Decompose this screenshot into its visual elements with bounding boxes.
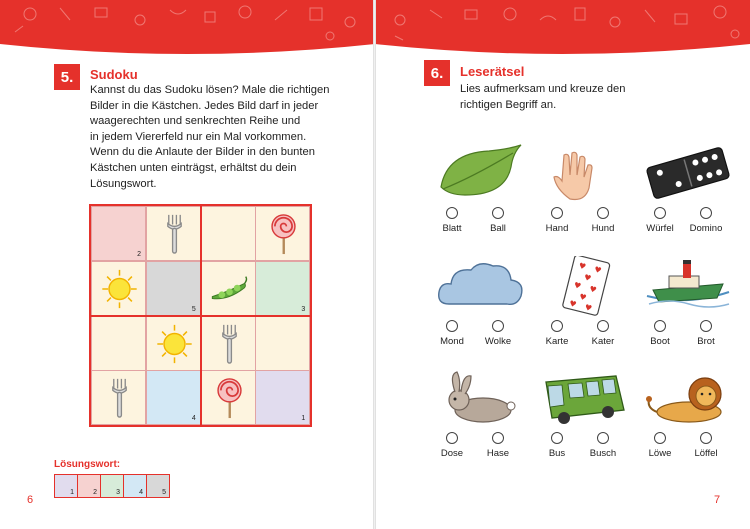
header-banner xyxy=(375,0,750,60)
solution-box-number: 4 xyxy=(139,489,143,496)
solution-box-number: 1 xyxy=(70,489,74,496)
header-banner xyxy=(0,0,375,60)
sudoku-cell[interactable] xyxy=(91,261,146,316)
solution-box[interactable] xyxy=(123,474,147,498)
answer-word: Kater xyxy=(591,336,615,347)
sudoku-cell[interactable] xyxy=(255,206,310,261)
answer-checkbox[interactable] xyxy=(700,207,712,219)
sudoku-cell[interactable] xyxy=(201,316,256,371)
svg-text:♥: ♥ xyxy=(568,298,578,310)
answer-option[interactable] xyxy=(532,207,582,234)
answer-option[interactable] xyxy=(427,320,477,347)
answer-checkbox[interactable] xyxy=(654,207,666,219)
answer-word: Mond xyxy=(440,336,464,347)
boat-icon xyxy=(643,256,733,316)
answer-word: Ball xyxy=(490,223,506,234)
lollipop-icon xyxy=(264,213,303,255)
answer-option[interactable] xyxy=(635,320,685,347)
page-number: 7 xyxy=(714,494,721,506)
answer-checkbox[interactable] xyxy=(551,207,563,219)
quiz-item xyxy=(638,368,748,478)
answer-option[interactable] xyxy=(635,432,685,459)
answer-checkbox[interactable] xyxy=(446,207,458,219)
answer-option[interactable] xyxy=(532,432,582,459)
answer-word: Löwe xyxy=(648,448,672,459)
sudoku-divider-horizontal xyxy=(91,315,310,317)
sudoku-cell[interactable] xyxy=(146,261,201,316)
answer-checkbox[interactable] xyxy=(551,320,563,332)
sudoku-cell[interactable] xyxy=(255,370,310,425)
quiz-item xyxy=(535,368,645,478)
page-number: 6 xyxy=(27,494,34,506)
answer-word: Hund xyxy=(591,223,615,234)
answer-option[interactable] xyxy=(635,207,685,234)
sudoku-grid xyxy=(89,204,312,427)
sudoku-cell[interactable] xyxy=(91,316,146,371)
answer-checkbox[interactable] xyxy=(492,320,504,332)
answer-word: Bus xyxy=(548,448,566,459)
solution-box[interactable] xyxy=(77,474,101,498)
answer-option[interactable] xyxy=(427,207,477,234)
sudoku-cell[interactable] xyxy=(255,261,310,316)
quiz-item xyxy=(638,256,748,366)
svg-text:♥: ♥ xyxy=(572,280,583,291)
exercise-number: 5. xyxy=(54,64,80,90)
answer-checkbox[interactable] xyxy=(446,432,458,444)
solution-label: Lösungswort: xyxy=(54,459,121,470)
hare-icon xyxy=(435,368,525,428)
answer-option[interactable] xyxy=(578,207,628,234)
answer-option[interactable] xyxy=(681,320,731,347)
sudoku-cell[interactable] xyxy=(201,261,256,316)
answer-option[interactable] xyxy=(681,207,731,234)
answer-option[interactable] xyxy=(578,432,628,459)
sudoku-cell[interactable] xyxy=(146,206,201,261)
answer-checkbox[interactable] xyxy=(700,432,712,444)
solution-box[interactable] xyxy=(100,474,124,498)
sudoku-cell[interactable] xyxy=(91,370,146,425)
right-page xyxy=(375,0,750,529)
sudoku-cell[interactable] xyxy=(201,370,256,425)
answer-word: Dose xyxy=(440,448,464,459)
quiz-item xyxy=(535,256,645,366)
answer-word: Wolke xyxy=(484,336,512,347)
book-gutter xyxy=(373,0,376,529)
hand-icon xyxy=(540,143,630,203)
lollipop-icon xyxy=(210,377,249,419)
answer-checkbox[interactable] xyxy=(597,320,609,332)
answer-option[interactable] xyxy=(578,320,628,347)
answer-checkbox[interactable] xyxy=(492,432,504,444)
answer-option[interactable] xyxy=(473,432,523,459)
answer-option[interactable] xyxy=(473,207,523,234)
answer-option[interactable] xyxy=(427,432,477,459)
svg-text:♥: ♥ xyxy=(588,284,598,295)
peapod-icon xyxy=(210,268,249,310)
solution-box[interactable] xyxy=(54,474,78,498)
answer-word: Würfel xyxy=(646,223,674,234)
answer-word: Busch xyxy=(589,448,617,459)
cloud-icon xyxy=(435,256,525,316)
lion-icon xyxy=(643,368,733,428)
solution-box-number: 5 xyxy=(162,489,166,496)
answer-checkbox[interactable] xyxy=(551,432,563,444)
sudoku-cell[interactable] xyxy=(91,206,146,261)
exercise-number: 6. xyxy=(424,60,450,86)
answer-checkbox[interactable] xyxy=(654,432,666,444)
answer-checkbox[interactable] xyxy=(597,207,609,219)
answer-word: Blatt xyxy=(442,223,462,234)
sudoku-cell-number: 4 xyxy=(191,415,196,423)
sudoku-cell-number: 1 xyxy=(301,415,306,423)
solution-box-number: 2 xyxy=(93,489,97,496)
answer-option[interactable] xyxy=(473,320,523,347)
exercise-title: Leserätsel xyxy=(460,64,525,79)
answer-word: Brot xyxy=(697,336,715,347)
answer-word: Hase xyxy=(486,448,510,459)
sudoku-cell[interactable] xyxy=(201,206,256,261)
sudoku-cell[interactable] xyxy=(146,316,201,371)
domino-icon xyxy=(643,143,733,203)
quiz-item xyxy=(430,368,540,478)
answer-checkbox[interactable] xyxy=(654,320,666,332)
exercise-instructions: Lies aufmerksam und kreuze den richtigen Begriff an. xyxy=(460,83,626,111)
quiz-item xyxy=(430,256,540,366)
answer-word: Boot xyxy=(650,336,670,347)
answer-word: Hand xyxy=(545,223,569,234)
answer-checkbox[interactable] xyxy=(597,432,609,444)
answer-word: Domino xyxy=(689,223,723,234)
svg-text:♥: ♥ xyxy=(578,292,588,303)
answer-checkbox[interactable] xyxy=(446,320,458,332)
answer-option[interactable] xyxy=(532,320,582,347)
sudoku-cell[interactable] xyxy=(255,316,310,371)
solution-box[interactable] xyxy=(146,474,170,498)
exercise-title: Sudoku xyxy=(90,67,138,82)
svg-text:♥: ♥ xyxy=(593,264,603,276)
quiz-item xyxy=(638,143,748,253)
sudoku-cell[interactable] xyxy=(146,370,201,425)
svg-text:♥: ♥ xyxy=(577,261,587,272)
solution-box-number: 3 xyxy=(116,489,120,496)
answer-checkbox[interactable] xyxy=(700,320,712,332)
svg-text:♥: ♥ xyxy=(583,272,593,284)
sudoku-cell-number: 2 xyxy=(137,251,141,258)
leaf-icon xyxy=(435,143,525,203)
fork-icon xyxy=(155,213,194,255)
svg-text:♥: ♥ xyxy=(583,302,593,314)
exercise-instructions: Kannst du das Sudoku lösen? Male die richtigen Bilder in die Kästchen. Jedes Bild darf in jeder waagerechten und senkrechten Reihe und in jedem Viererfeld nur ein Mal vorkommen. Wenn du die Anlaute der Bilder in den bunten Kästchen unten einträgst, erhältst du dein Lösungswort. xyxy=(90,84,330,190)
fork-icon xyxy=(210,323,249,365)
bus-icon xyxy=(540,368,630,428)
solution-boxes xyxy=(54,474,169,498)
answer-checkbox[interactable] xyxy=(492,207,504,219)
answer-word: Löffel xyxy=(694,448,718,459)
playing-card-icon xyxy=(540,256,630,316)
quiz-item xyxy=(535,143,645,253)
quiz-item xyxy=(430,143,540,253)
sun-icon xyxy=(100,268,139,310)
fork-icon xyxy=(100,377,139,419)
sun-icon xyxy=(155,323,194,365)
answer-option[interactable] xyxy=(681,432,731,459)
sudoku-cell-number: 5 xyxy=(191,305,196,313)
answer-word: Karte xyxy=(545,336,569,347)
sudoku-cell-number: 3 xyxy=(301,305,306,313)
